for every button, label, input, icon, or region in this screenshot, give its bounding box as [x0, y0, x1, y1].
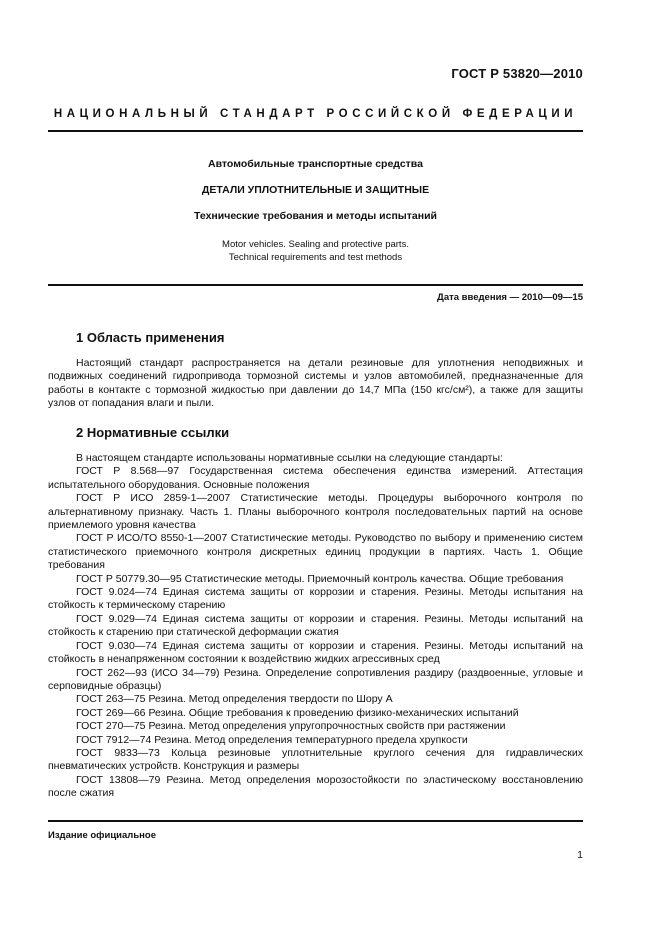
introduction-date: Дата введения — 2010—09—15 [437, 292, 583, 303]
header-divider [48, 130, 583, 132]
title-divider [48, 284, 583, 286]
title-line-2: ДЕТАЛИ УПЛОТНИТЕЛЬНЫЕ И ЗАЩИТНЫЕ [201, 184, 430, 196]
reference-item: ГОСТ 269—66 Резина. Общие требования к проведению физико-механических испытаний [76, 706, 519, 719]
section-heading: 2 Нормативные ссылки [76, 425, 230, 440]
reference-item: ГОСТ Р ИСО 2859-1—2007 Статистические методы. Процедуры выборочного контроля по альтернативному признаку. Часть 1. Планы выборочного контроля последовательных партий на основе приемлемого уровня качества [48, 492, 583, 532]
section-heading: 1 Область применения [76, 330, 225, 345]
title-line-1: Автомобильные транспортные средства [208, 158, 423, 170]
english-title-line-1: Motor vehicles. Sealing and protective parts. [222, 239, 409, 250]
title-block [48, 158, 583, 264]
section-scope [48, 330, 583, 411]
reference-item: ГОСТ Р ИСО/ТО 8550-1—2007 Статистические методы. Руководство по выбору и применению систем статистического приемочного контроля дискретных единиц продукции в партиях. Часть 1. Общие требования [48, 532, 583, 572]
reference-item: ГОСТ 9.030—74 Единая система защиты от коррозии и старения. Резины. Методы испытаний на стойкость в ненапряженном состоянии к воздействию жидких агрессивных сред [48, 639, 583, 666]
document-code: ГОСТ Р 53820—2010 [451, 66, 583, 81]
reference-item: ГОСТ 13808—79 Резина. Метод определения морозостойкости по эластическому восстановлению после сжатия [48, 773, 583, 800]
references-intro: В настоящем стандарте использованы нормативные ссылки на следующие стандарты: [76, 452, 503, 464]
reference-item: ГОСТ 262—93 (ИСО 34—79) Резина. Определение сопротивления раздиру (раздвоенные, угловые и серповидные образцы) [48, 666, 583, 692]
reference-item: ГОСТ Р 50779.30—95 Статистические методы. Приемочный контроль качества. Общие требования [76, 572, 564, 585]
section-paragraph: Настоящий стандарт распространяется на детали резиновые для уплотнения неподвижных и подвижных соединений гидропривода тормозной системы и узлов автомобилей, предназначенные для работы в контакте с тормозной жидкостью при давлении до 14,7 МПа (150 кгс/см²), а также для защиты узлов от попадания влаги и пыли. [48, 357, 583, 410]
english-title-line-2: Technical requirements and test methods [228, 252, 403, 263]
reference-item: ГОСТ 263—75 Резина. Метод определения твердости по Шору А [76, 693, 393, 706]
title-line-3: Технические требования и методы испытаний [194, 210, 437, 222]
reference-item: ГОСТ 9.029—74 Единая система защиты от коррозии и старения. Резины. Методы испытаний на стойкость к старению при статической деформации сжатия [48, 612, 583, 639]
reference-item: ГОСТ 270—75 Резина. Метод определения упругопрочностных свойств при растяжении [76, 720, 506, 733]
page-number: 1 [577, 849, 583, 861]
footer-divider [48, 820, 583, 822]
reference-item: ГОСТ 9.024—74 Единая система защиты от коррозии и старения. Резины. Методы испытания на стойкость к термическому старению [48, 586, 583, 612]
reference-item: ГОСТ 9833—73 Кольца резиновые уплотнительные круглого сечения для гидравлических пневматических устройств. Конструкция и размеры [48, 746, 583, 773]
reference-item: ГОСТ Р 8.568—97 Государственная система обеспечения единства измерений. Аттестация испытательного оборудования. Основные положения [48, 465, 583, 491]
reference-item: ГОСТ 7912—74 Резина. Метод определения температурного предела хрупкости [76, 733, 468, 746]
edition-label: Издание официальное [48, 830, 156, 841]
section-normative-references [48, 425, 583, 801]
national-standard-banner: НАЦИОНАЛЬНЫЙ СТАНДАРТ РОССИЙСКОЙ ФЕДЕРАЦИИ [53, 108, 578, 120]
